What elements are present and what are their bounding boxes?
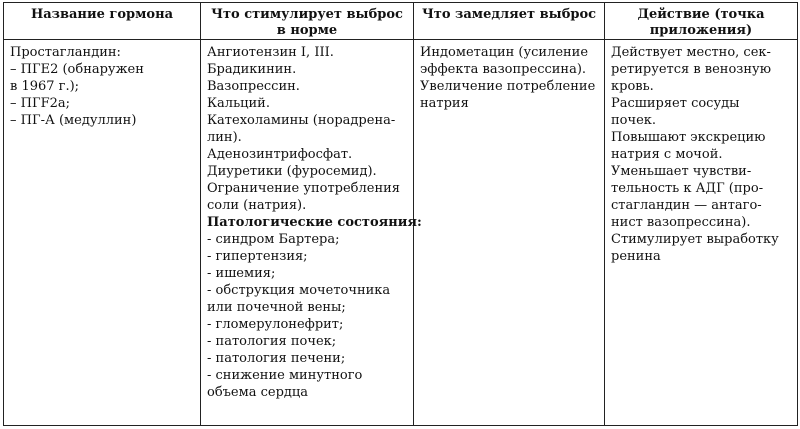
pathology-item: - патология почек;: [207, 334, 337, 349]
hormone-title: Простагландин:: [10, 45, 121, 60]
pathology-item: - ишемия;: [207, 266, 276, 281]
cell-stimulates: [201, 40, 422, 426]
slows-item: эффекта вазопрессина).: [420, 62, 587, 77]
slows-item: натрия: [420, 96, 469, 111]
pathology-title: Патологические состояния:: [207, 215, 422, 230]
stimulus-item: Ограничение употребления: [207, 181, 400, 196]
action-item: почек.: [611, 113, 657, 128]
action-item: нист вазопрессина).: [611, 215, 751, 230]
pathology-item: - снижение минутного: [207, 368, 363, 383]
action-item: ретируется в венозную: [611, 62, 772, 77]
stimulus-item: лин).: [207, 130, 242, 145]
cell-hormone-name: [4, 40, 201, 426]
action-item: тельность к АДГ (про-: [611, 181, 764, 196]
slows-item: Индометацин (усиление: [420, 45, 589, 60]
cell-action: [605, 40, 798, 426]
pathology-item: объема сердца: [207, 385, 309, 400]
pathology-item: - синдром Бартера;: [207, 232, 340, 247]
pathology-item: - гломерулонефрит;: [207, 317, 344, 332]
pathology-item: - гипертензия;: [207, 249, 308, 264]
stimulus-item: соли (натрия).: [207, 198, 307, 213]
hormone-table: [3, 2, 798, 426]
pathology-item: - обструкция мочеточника: [207, 283, 391, 298]
slows-item: Увеличение потребление: [420, 79, 596, 94]
action-item: кровь.: [611, 79, 654, 94]
action-item: Повышают экскрецию: [611, 130, 766, 145]
header-row: [4, 3, 798, 40]
action-item: натрия с мочой.: [611, 147, 723, 162]
hormone-item: – ПГЕ2 (обнаружен: [10, 62, 144, 77]
hormone-item: – ПГ-А (медуллин): [10, 113, 137, 128]
table-row: [4, 40, 798, 426]
stimulus-item: Ангиотензин I, III.: [207, 45, 334, 60]
pathology-item: или почечной вены;: [207, 300, 346, 315]
stimulus-item: Вазопрессин.: [207, 79, 300, 94]
hormone-item: в 1967 г.);: [10, 79, 80, 94]
action-item: ренина: [611, 249, 661, 264]
header-action: Действие (точка приложения): [605, 3, 798, 40]
hormone-item: – ПГF2a;: [10, 96, 70, 111]
pathology-item: - патология печени;: [207, 351, 346, 366]
action-item: стагландин — антаго-: [611, 198, 762, 213]
stimulus-item: Диуретики (фуросемид).: [207, 164, 377, 179]
stimulus-item: Катехоламины (норадрена-: [207, 113, 396, 128]
action-item: Уменьшает чувстви-: [611, 164, 752, 179]
action-item: Расширяет сосуды: [611, 96, 740, 111]
header-hormone-name: Название гормона: [4, 3, 201, 40]
stimulus-item: Аденозинтрифосфат.: [207, 147, 353, 162]
header-stimulates: Что стимулирует выброс в норме: [201, 3, 414, 40]
action-item: Стимулирует выработку: [611, 232, 779, 247]
stimulus-item: Брадикинин.: [207, 62, 297, 77]
stimulus-item: Кальций.: [207, 96, 270, 111]
action-item: Действует местно, сек-: [611, 45, 771, 60]
header-slows: Что замедляет выброс: [414, 3, 605, 40]
cell-slows: [414, 40, 605, 426]
